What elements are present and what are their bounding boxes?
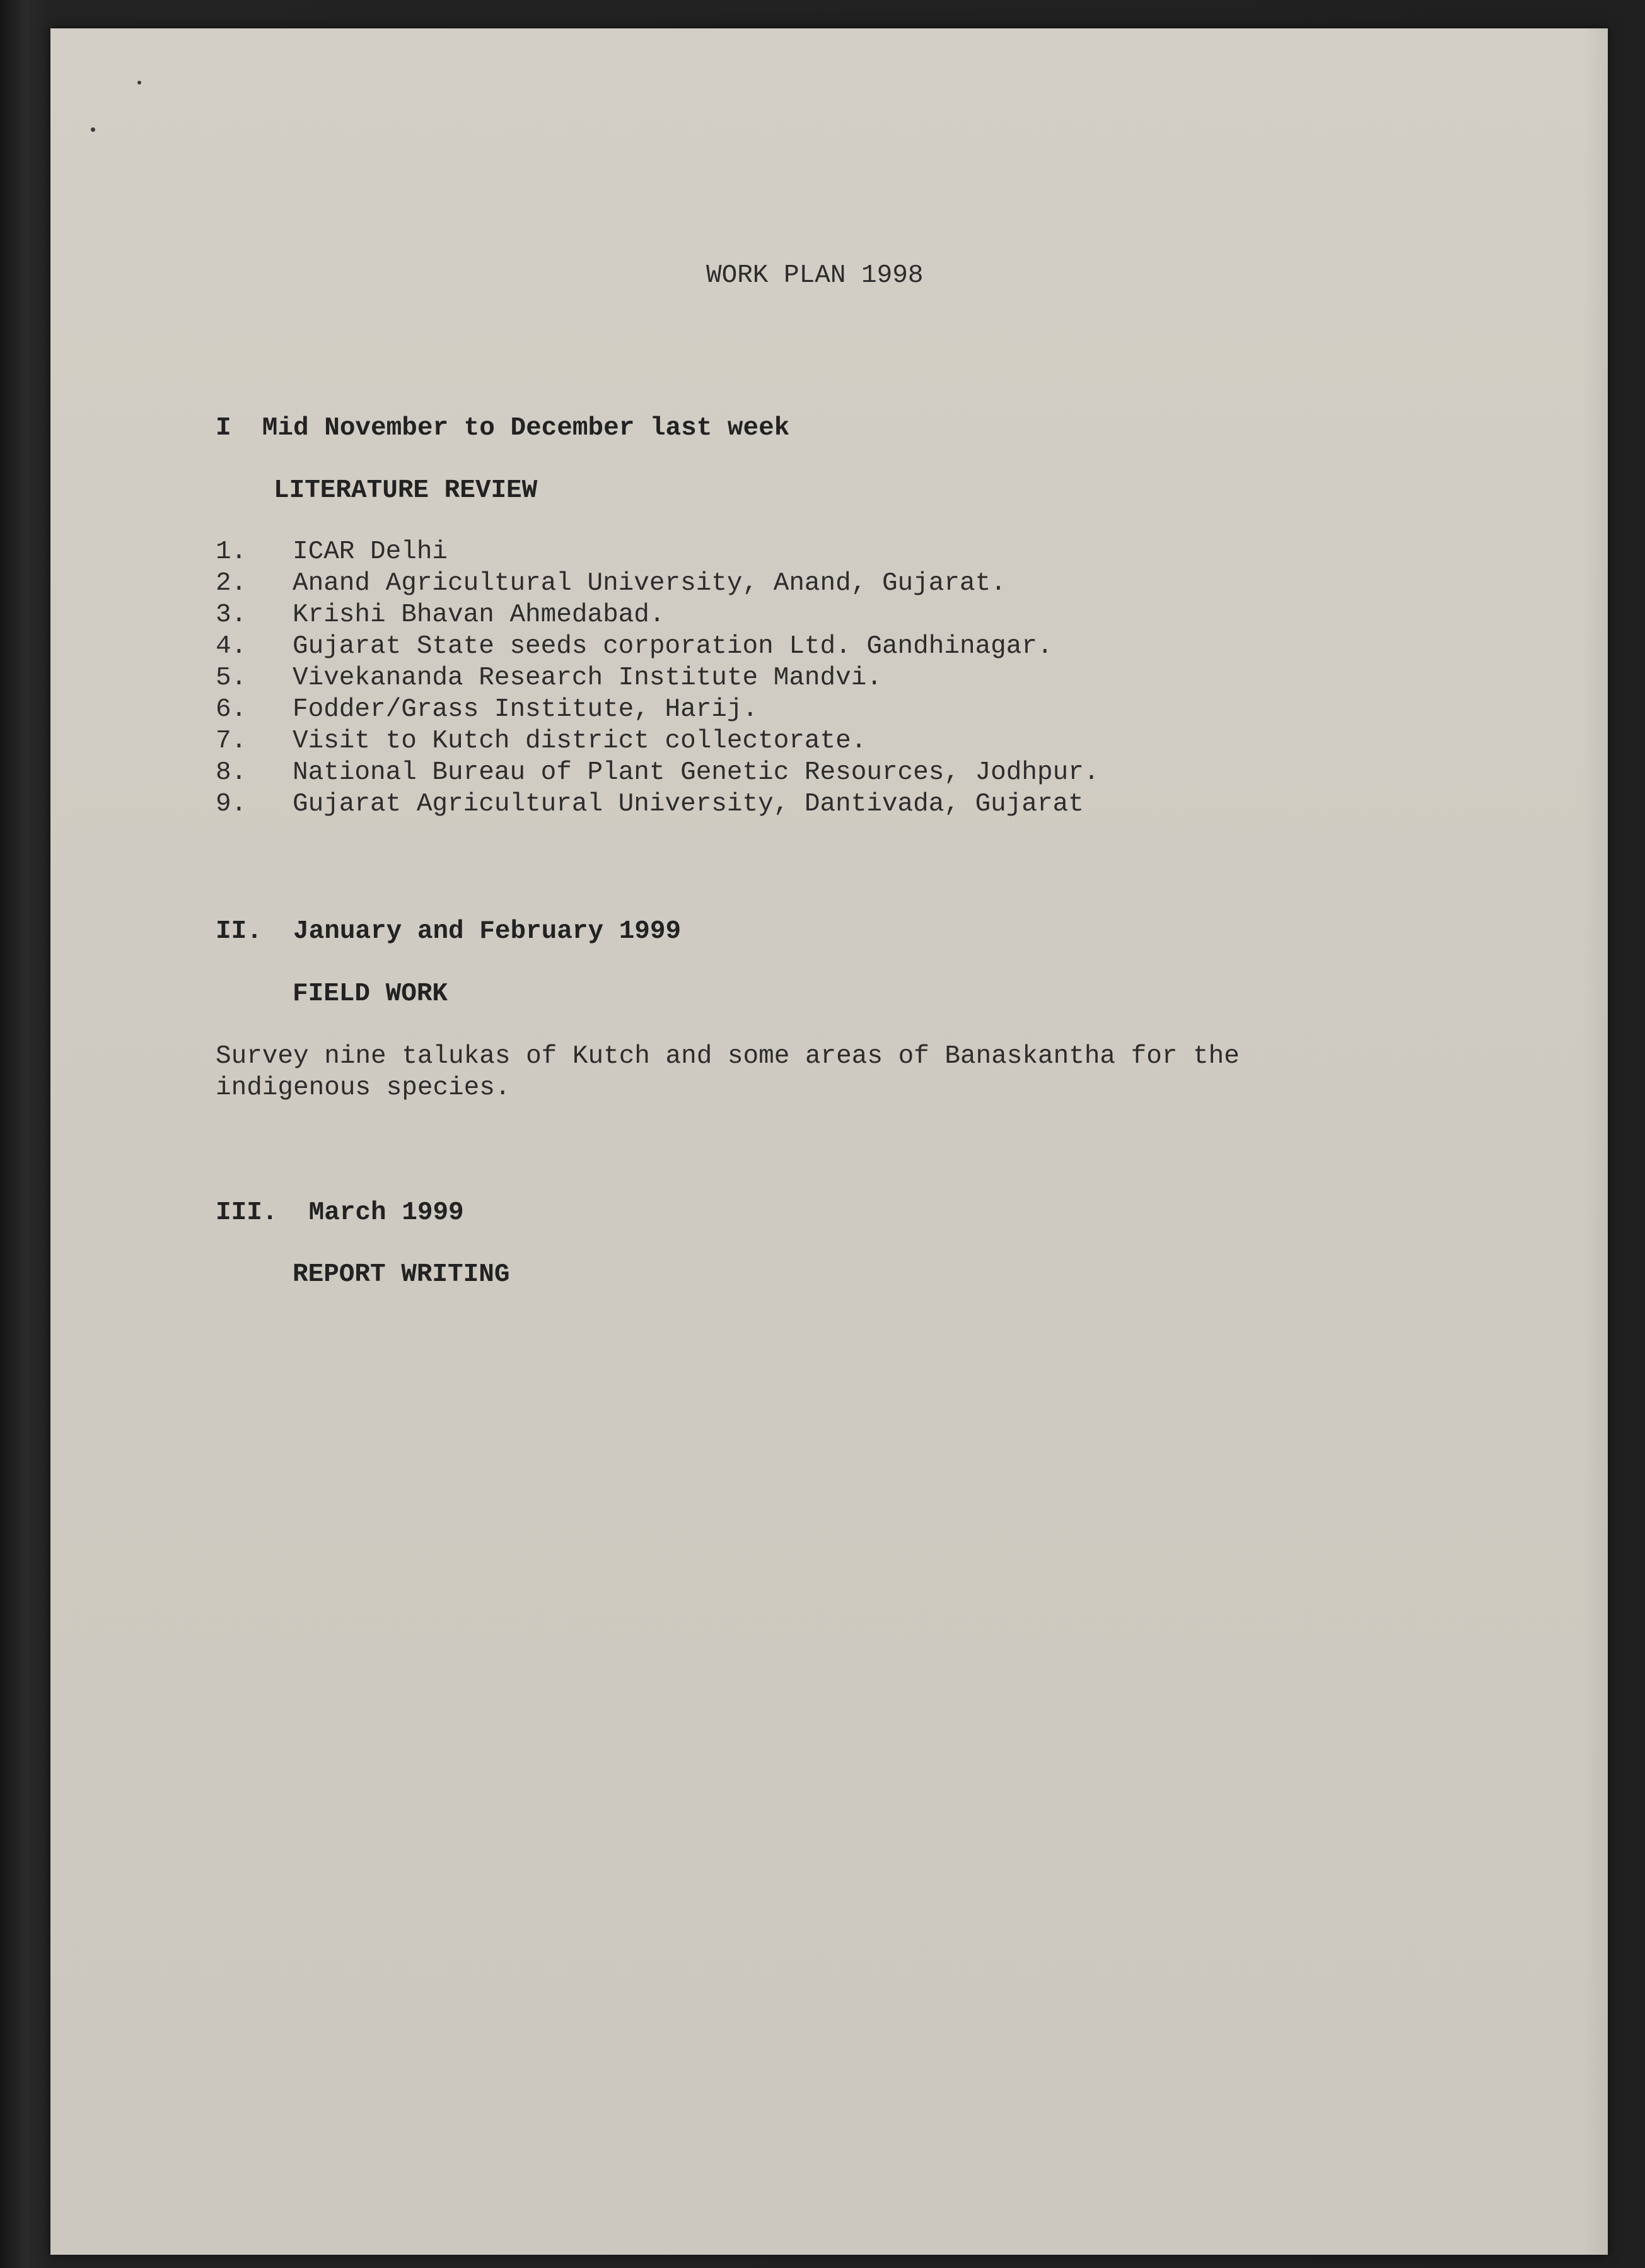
list-item-number: 1.: [216, 537, 247, 566]
speck-mark: [91, 127, 95, 132]
section-1-subheading: LITERATURE REVIEW: [274, 476, 538, 505]
list-item-number: 7.: [216, 727, 247, 756]
section-3-subheading: REPORT WRITING: [293, 1260, 510, 1289]
speck-mark: [137, 81, 141, 85]
list-item: Gujarat State seeds corporation Ltd. Gandhinagar.: [293, 632, 1053, 661]
list-item: ICAR Delhi: [293, 537, 448, 566]
field-work-description-line: indigenous species.: [216, 1073, 511, 1102]
paper-sheet: [50, 28, 1608, 2255]
list-item-number: 4.: [216, 632, 247, 661]
list-item-number: 9.: [216, 790, 247, 819]
list-item: Visit to Kutch district collectorate.: [293, 727, 867, 756]
list-item: Anand Agricultural University, Anand, Gujarat.: [293, 569, 1006, 598]
section-3-heading: III. March 1999: [216, 1198, 464, 1227]
list-item: Gujarat Agricultural University, Dantivada, Gujarat: [293, 790, 1084, 819]
list-item-number: 5.: [216, 663, 247, 693]
section-1-heading: I Mid November to December last week: [216, 414, 790, 443]
list-item-number: 2.: [216, 569, 247, 598]
list-item: Fodder/Grass Institute, Harij.: [293, 695, 759, 724]
list-item-number: 6.: [216, 695, 247, 724]
literature-list: [216, 539, 1477, 829]
list-item: National Bureau of Plant Genetic Resources, Jodhpur.: [293, 758, 1100, 787]
list-item: Vivekananda Research Institute Mandvi.: [293, 663, 882, 693]
field-work-description-line: Survey nine talukas of Kutch and some areas of Banaskantha for the: [216, 1042, 1240, 1071]
list-item: Krishi Bhavan Ahmedabad.: [293, 600, 665, 629]
document-title: WORK PLAN 1998: [706, 261, 924, 290]
list-item-number: 3.: [216, 600, 247, 629]
section-2-subheading: FIELD WORK: [293, 979, 448, 1008]
section-2-heading: II. January and February 1999: [216, 917, 682, 946]
list-item-number: 8.: [216, 758, 247, 787]
